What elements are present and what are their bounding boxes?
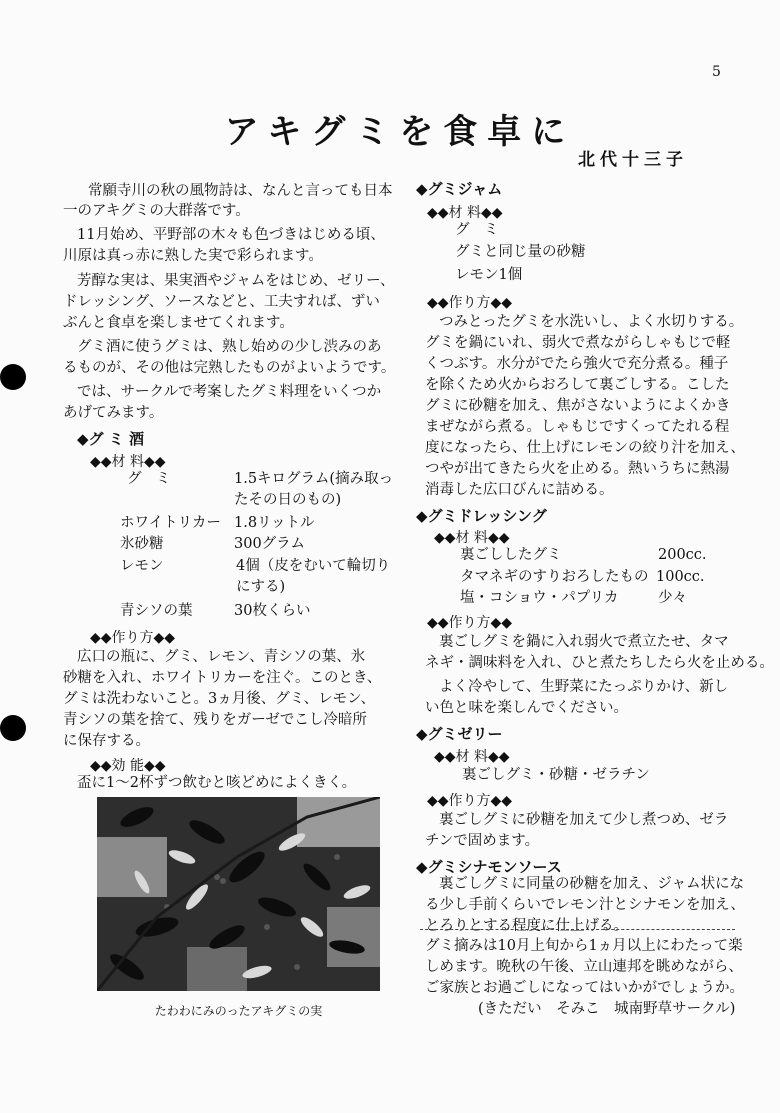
closing-line: ご家族とお過ごしになってはいかがでしょうか。 (425, 980, 744, 996)
ingredient-name: タマネギのすりおろしたもの (460, 569, 649, 585)
closing-line: しめます。晩秋の午後、立山連邦を眺めながら、 (425, 959, 743, 975)
ingredient-amount: 30枚くらい (234, 603, 311, 619)
method-line: くつぶす。水分がでたら強火で充分煮る。種子 (425, 356, 729, 372)
method-line: 裏ごしグミに砂糖を加えて少し煮つめ、ゼラ (439, 812, 729, 828)
page-number: 5 (712, 64, 721, 80)
intro-line: るものが、その他は完熟したものがよいようです。 (63, 360, 396, 376)
method-line: 裏ごしグミを鍋に入れ弱火で煮立たせ、タマ (439, 634, 729, 650)
intro-line: 11月始め、平野部の木々も色づきはじめる頃、 (77, 227, 385, 243)
method-line: 砂糖を入れ、ホワイトリカーを注ぐ。このとき、 (63, 670, 382, 686)
method-line: を除くため火からおろして裏ごしする。こした (425, 377, 730, 393)
ingredient-name: ホワイトリカー (120, 515, 221, 531)
ingredient-amount: 4個（皮をむいて輪切り (236, 558, 391, 574)
ingredient-name: 裏ごししたグミ (460, 547, 562, 563)
ingredient-amount: たその日のもの) (234, 492, 342, 508)
photo-image (97, 797, 380, 991)
photo-caption: たわわにみのったアキグミの実 (154, 1004, 323, 1018)
method-line: 度になったら、仕上げにレモンの絞り汁を加え、 (425, 440, 745, 456)
author-affiliation: (きただい そみこ 城南野草サークル) (478, 1001, 736, 1017)
method-line: 青シソの葉を捨て、残りをガーゼでこし冷暗所 (63, 712, 367, 728)
method-line: ネギ・調味料を入れ、ひと煮たちしたら火を止める。 (425, 655, 774, 671)
ingredient: 裏ごしグミ・砂糖・ゼラチン (462, 767, 650, 783)
method-line: つやが出てきたら火を止める。熱いうちに熱湯 (425, 461, 730, 477)
intro-line: ぶんと食卓を楽しませてくれます。 (63, 315, 294, 331)
intro-line: 川原は真っ赤に熟した実で彩られます。 (63, 248, 323, 264)
intro-line: グミ酒に使うグミは、熟し始めの少し渋みのあ (77, 339, 382, 355)
materials-label: ◆◆材 料◆◆ (427, 205, 503, 221)
method-line: とろりとする程度に仕上げる。 (425, 918, 628, 934)
ingredient-amount: にする) (236, 579, 286, 595)
method-label: ◆◆作り方◆◆ (427, 793, 513, 809)
ingredient-name: 青シソの葉 (120, 603, 193, 619)
ingredient-amount: 少々 (658, 590, 687, 606)
materials-label: ◆◆材 料◆◆ (434, 749, 510, 765)
ingredient-name: レモン (120, 558, 164, 574)
method-line: 裏ごしグミに同量の砂糖を加え、ジャム状にな (439, 876, 745, 892)
method-line: る少し手前くらいでレモン汁とシナモンを加え、 (425, 897, 745, 913)
ingredient: レモン1個 (455, 267, 523, 283)
ingredient-amount: 1.8リットル (234, 515, 315, 531)
section-heading-gumi-sake: ◆グ ミ 酒 (77, 430, 144, 448)
ingredient-amount: 1.5キログラム(摘み取っ (234, 471, 394, 487)
method-line: つみとったグミを水洗いし、よく水切りする。 (439, 314, 744, 330)
article-title: アキグミを食卓に (224, 112, 576, 152)
section-heading-gumi-jam: ◆グミジャム (416, 180, 503, 198)
ingredient: グ ミ (455, 222, 499, 238)
section-heading-gumi-jelly: ◆グミゼリー (416, 725, 503, 743)
method-label: ◆◆作り方◆◆ (427, 615, 513, 631)
ingredient-amount: 200cc. (658, 547, 707, 563)
effect-label: ◆◆効 能◆◆ (90, 758, 166, 774)
punch-hole (0, 715, 26, 741)
divider (420, 929, 735, 930)
method-line: グミを鍋にいれ、弱火で煮ながらしゃもじで軽 (425, 335, 731, 351)
method-line: 広口の瓶に、グミ、レモン、青シソの葉、氷 (77, 649, 366, 665)
intro-line: 一のアキグミの大群落です。 (63, 203, 250, 219)
intro-line: 常願寺川の秋の風物詩は、なんと言っても日本 (88, 183, 393, 199)
intro-line: 芳醇な実は、果実酒やジャムをはじめ、ゼリー、 (77, 273, 395, 289)
materials-label: ◆◆材 料◆◆ (434, 530, 510, 546)
section-heading-gumi-cinnamon: ◆グミシナモンソース (416, 858, 562, 876)
closing-line: グミ摘みは10月上旬から1ヵ月以上にわたって楽 (425, 938, 743, 954)
method-line: よく冷やして、生野菜にたっぷりかけ、新し (439, 679, 729, 695)
ingredient-name: グ ミ (127, 471, 171, 487)
ingredient-amount: 100cc. (656, 569, 705, 585)
materials-label: ◆◆材 料◆◆ (90, 454, 166, 470)
ingredient-name: 氷砂糖 (120, 536, 164, 552)
ingredient: グミと同じ量の砂糖 (455, 244, 586, 260)
method-label: ◆◆作り方◆◆ (427, 295, 513, 311)
section-heading-gumi-dressing: ◆グミドレッシング (416, 507, 547, 525)
method-line: グミに砂糖を加え、焦がさないようによくかき (425, 398, 731, 414)
ingredient-name: 塩・コショウ・パプリカ (460, 590, 619, 606)
intro-line: では、サークルで考案したグミ料理をいくつか (77, 384, 382, 400)
method-line: に保存する。 (63, 733, 150, 749)
method-line: チンで固めます。 (425, 833, 540, 849)
intro-line: ドレッシング、ソースなどと、工夫すれば、ずい (63, 294, 380, 310)
method-line: グミは洗わないこと。3ヵ月後、グミ、レモン、 (63, 691, 375, 707)
akigumi-photo (97, 797, 380, 991)
method-line: い色と味を楽しんでください。 (425, 700, 628, 716)
effect-text: 盃に1～2杯ずつ飲むと咳どめによくきく。 (77, 775, 357, 791)
ingredient-amount: 300グラム (234, 536, 306, 552)
method-label: ◆◆作り方◆◆ (90, 630, 176, 646)
method-line: 消毒した広口びんに詰める。 (425, 482, 614, 498)
method-line: まぜながら煮る。しゃもじですくってたれる程 (425, 419, 730, 435)
punch-hole (0, 364, 26, 390)
author: 北代十三子 (578, 150, 688, 170)
intro-line: あげてみます。 (63, 405, 164, 421)
